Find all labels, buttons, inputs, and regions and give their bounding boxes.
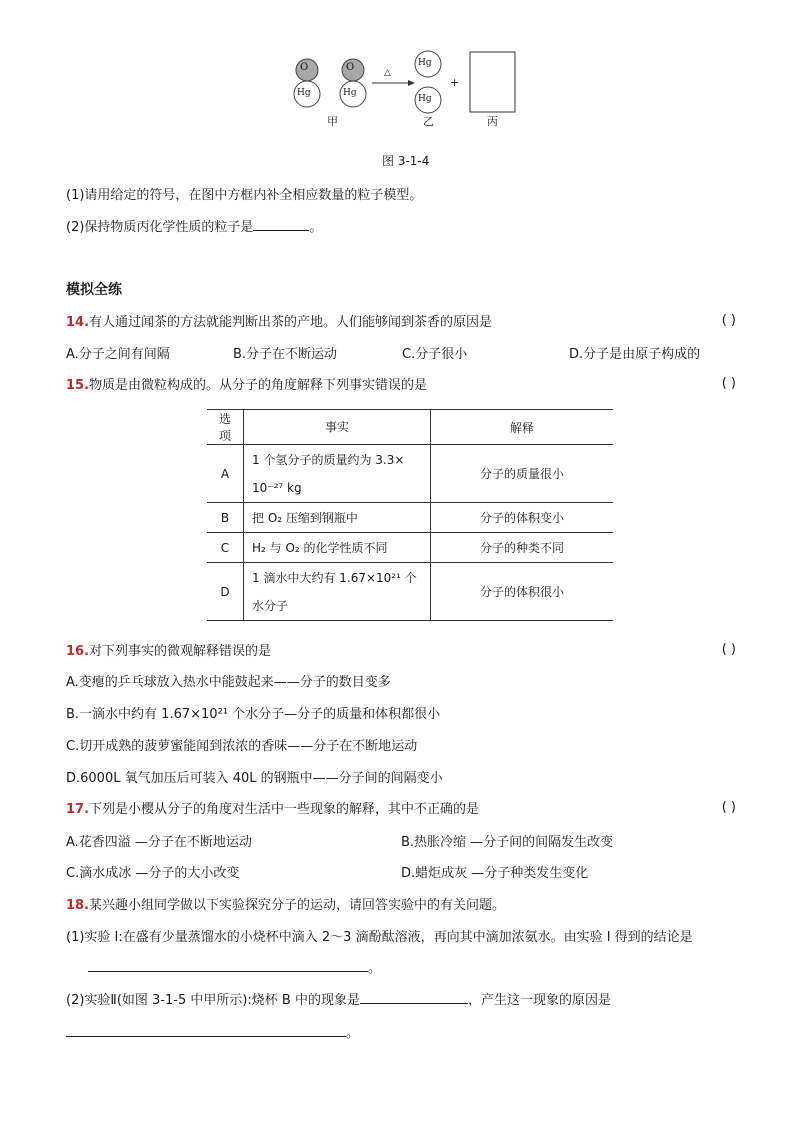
o-label: O — [300, 62, 309, 73]
header-option: 选项 — [207, 410, 244, 445]
question-number: 15. — [66, 378, 90, 393]
hg-label: Hg — [418, 94, 432, 104]
section-title: 模拟全练 — [66, 282, 122, 298]
q17-option-a[interactable]: A.花香四溢 —分子在不断地运动 — [66, 835, 252, 850]
answer-blank[interactable] — [66, 1022, 346, 1037]
q17-option-b[interactable]: B.热胀冷缩 —分子间的间隔发生改变 — [401, 835, 614, 850]
label-bing: 丙 — [487, 115, 498, 128]
answer-paren[interactable]: ( ) — [721, 376, 736, 391]
q14-option-b[interactable]: B.分子在不断运动 — [233, 347, 338, 362]
q14-option-d[interactable]: D.分子是由原子构成的 — [569, 347, 701, 362]
q14-stem: 14.有人通过闻茶的方法就能判断出茶的产地。人们能够闻到茶香的原因是 — [66, 315, 493, 330]
question-number: 18. — [66, 898, 90, 913]
q16-option-c[interactable]: C.切开成熟的菠萝蜜能闻到浓浓的香味——分子在不断地运动 — [66, 739, 418, 754]
header-fact: 事实 — [244, 410, 431, 445]
q17-option-d[interactable]: D.蜡炬成灰 —分子种类发生变化 — [401, 866, 589, 881]
label-yi: 乙 — [423, 115, 434, 128]
answer-paren[interactable]: ( ) — [721, 313, 736, 328]
hg-label: Hg — [343, 88, 357, 98]
question-number: 17. — [66, 802, 90, 817]
prev-question-part2: (2)保持物质丙化学性质的粒子是 。 — [66, 216, 322, 235]
table-row: D 1 滴水中大约有 1.67×10²¹ 个 水分子 分子的体积很小 — [207, 563, 613, 621]
answer-paren[interactable]: ( ) — [721, 642, 736, 657]
q16-option-a[interactable]: A.变瘪的乒乓球放入热水中能鼓起来——分子的数目变多 — [66, 675, 391, 690]
answer-blank[interactable] — [253, 216, 309, 231]
q18-part2-answer: 。 — [66, 1022, 359, 1041]
table-row: A 1 个氢分子的质量约为 3.3× 10⁻²⁷ kg 分子的质量很小 — [207, 445, 613, 503]
facts-table — [207, 409, 613, 621]
prev-question-part1: (1)请用给定的符号，在图中方框内补全相应数量的粒子模型。 — [66, 188, 423, 203]
q18-part1-answer: 。 — [88, 957, 381, 976]
heat-symbol: △ — [384, 68, 391, 78]
table-row: B 把 O₂ 压缩到钢瓶中 分子的体积变小 — [207, 503, 613, 533]
q18-part2: (2)实验Ⅱ(如图 3-1-5 中甲所示):烧杯 B 中的现象是 ，产生这一现象的原因是 — [66, 989, 611, 1008]
question-number: 14. — [66, 315, 90, 330]
q17-option-c[interactable]: C.滴水成冰 —分子的大小改变 — [66, 866, 240, 881]
answer-paren[interactable]: ( ) — [721, 800, 736, 815]
label-jia: 甲 — [327, 115, 338, 128]
plus-sign: + — [450, 76, 460, 89]
table-row: C H₂ 与 O₂ 的化学性质不同 分子的种类不同 — [207, 533, 613, 563]
q15-stem: 15.物质是由微粒构成的。从分子的角度解释下列事实错误的是 — [66, 378, 428, 393]
answer-blank[interactable] — [88, 957, 368, 972]
q16-stem: 16.对下列事实的微观解释错误的是 — [66, 644, 272, 659]
q18-stem: 18.某兴趣小组同学做以下实验探究分子的运动，请回答实验中的有关问题。 — [66, 898, 506, 913]
question-number: 16. — [66, 644, 90, 659]
q14-option-a[interactable]: A.分子之间有间隔 — [66, 347, 170, 362]
answer-box — [470, 52, 515, 112]
q14-option-c[interactable]: C.分子很小 — [402, 347, 468, 362]
hg-label: Hg — [297, 88, 311, 98]
figure-caption: 图 3-1-4 — [382, 154, 430, 168]
q18-part1: (1)实验 I:在盛有少量蒸馏水的小烧杯中滴入 2～3 滴酚酞溶液，再向其中滴加浓氨水。由实验 I 得到的结论是 — [66, 930, 693, 945]
q16-option-d[interactable]: D.6000L 氧气加压后可装入 40L 的钢瓶中——分子间的间隔变小 — [66, 771, 443, 786]
q16-option-b[interactable]: B.一滴水中约有 1.67×10²¹ 个水分子—分子的质量和体积都很小 — [66, 707, 441, 722]
table-header-row — [207, 410, 613, 445]
answer-blank[interactable] — [360, 989, 468, 1004]
q17-stem: 17.下列是小樱从分子的角度对生活中一些现象的解释，其中不正确的是 — [66, 802, 480, 817]
header-explanation: 解释 — [431, 410, 614, 445]
o-label: O — [346, 62, 355, 73]
hg-label: Hg — [418, 58, 432, 68]
molecule-diagram — [280, 50, 540, 130]
